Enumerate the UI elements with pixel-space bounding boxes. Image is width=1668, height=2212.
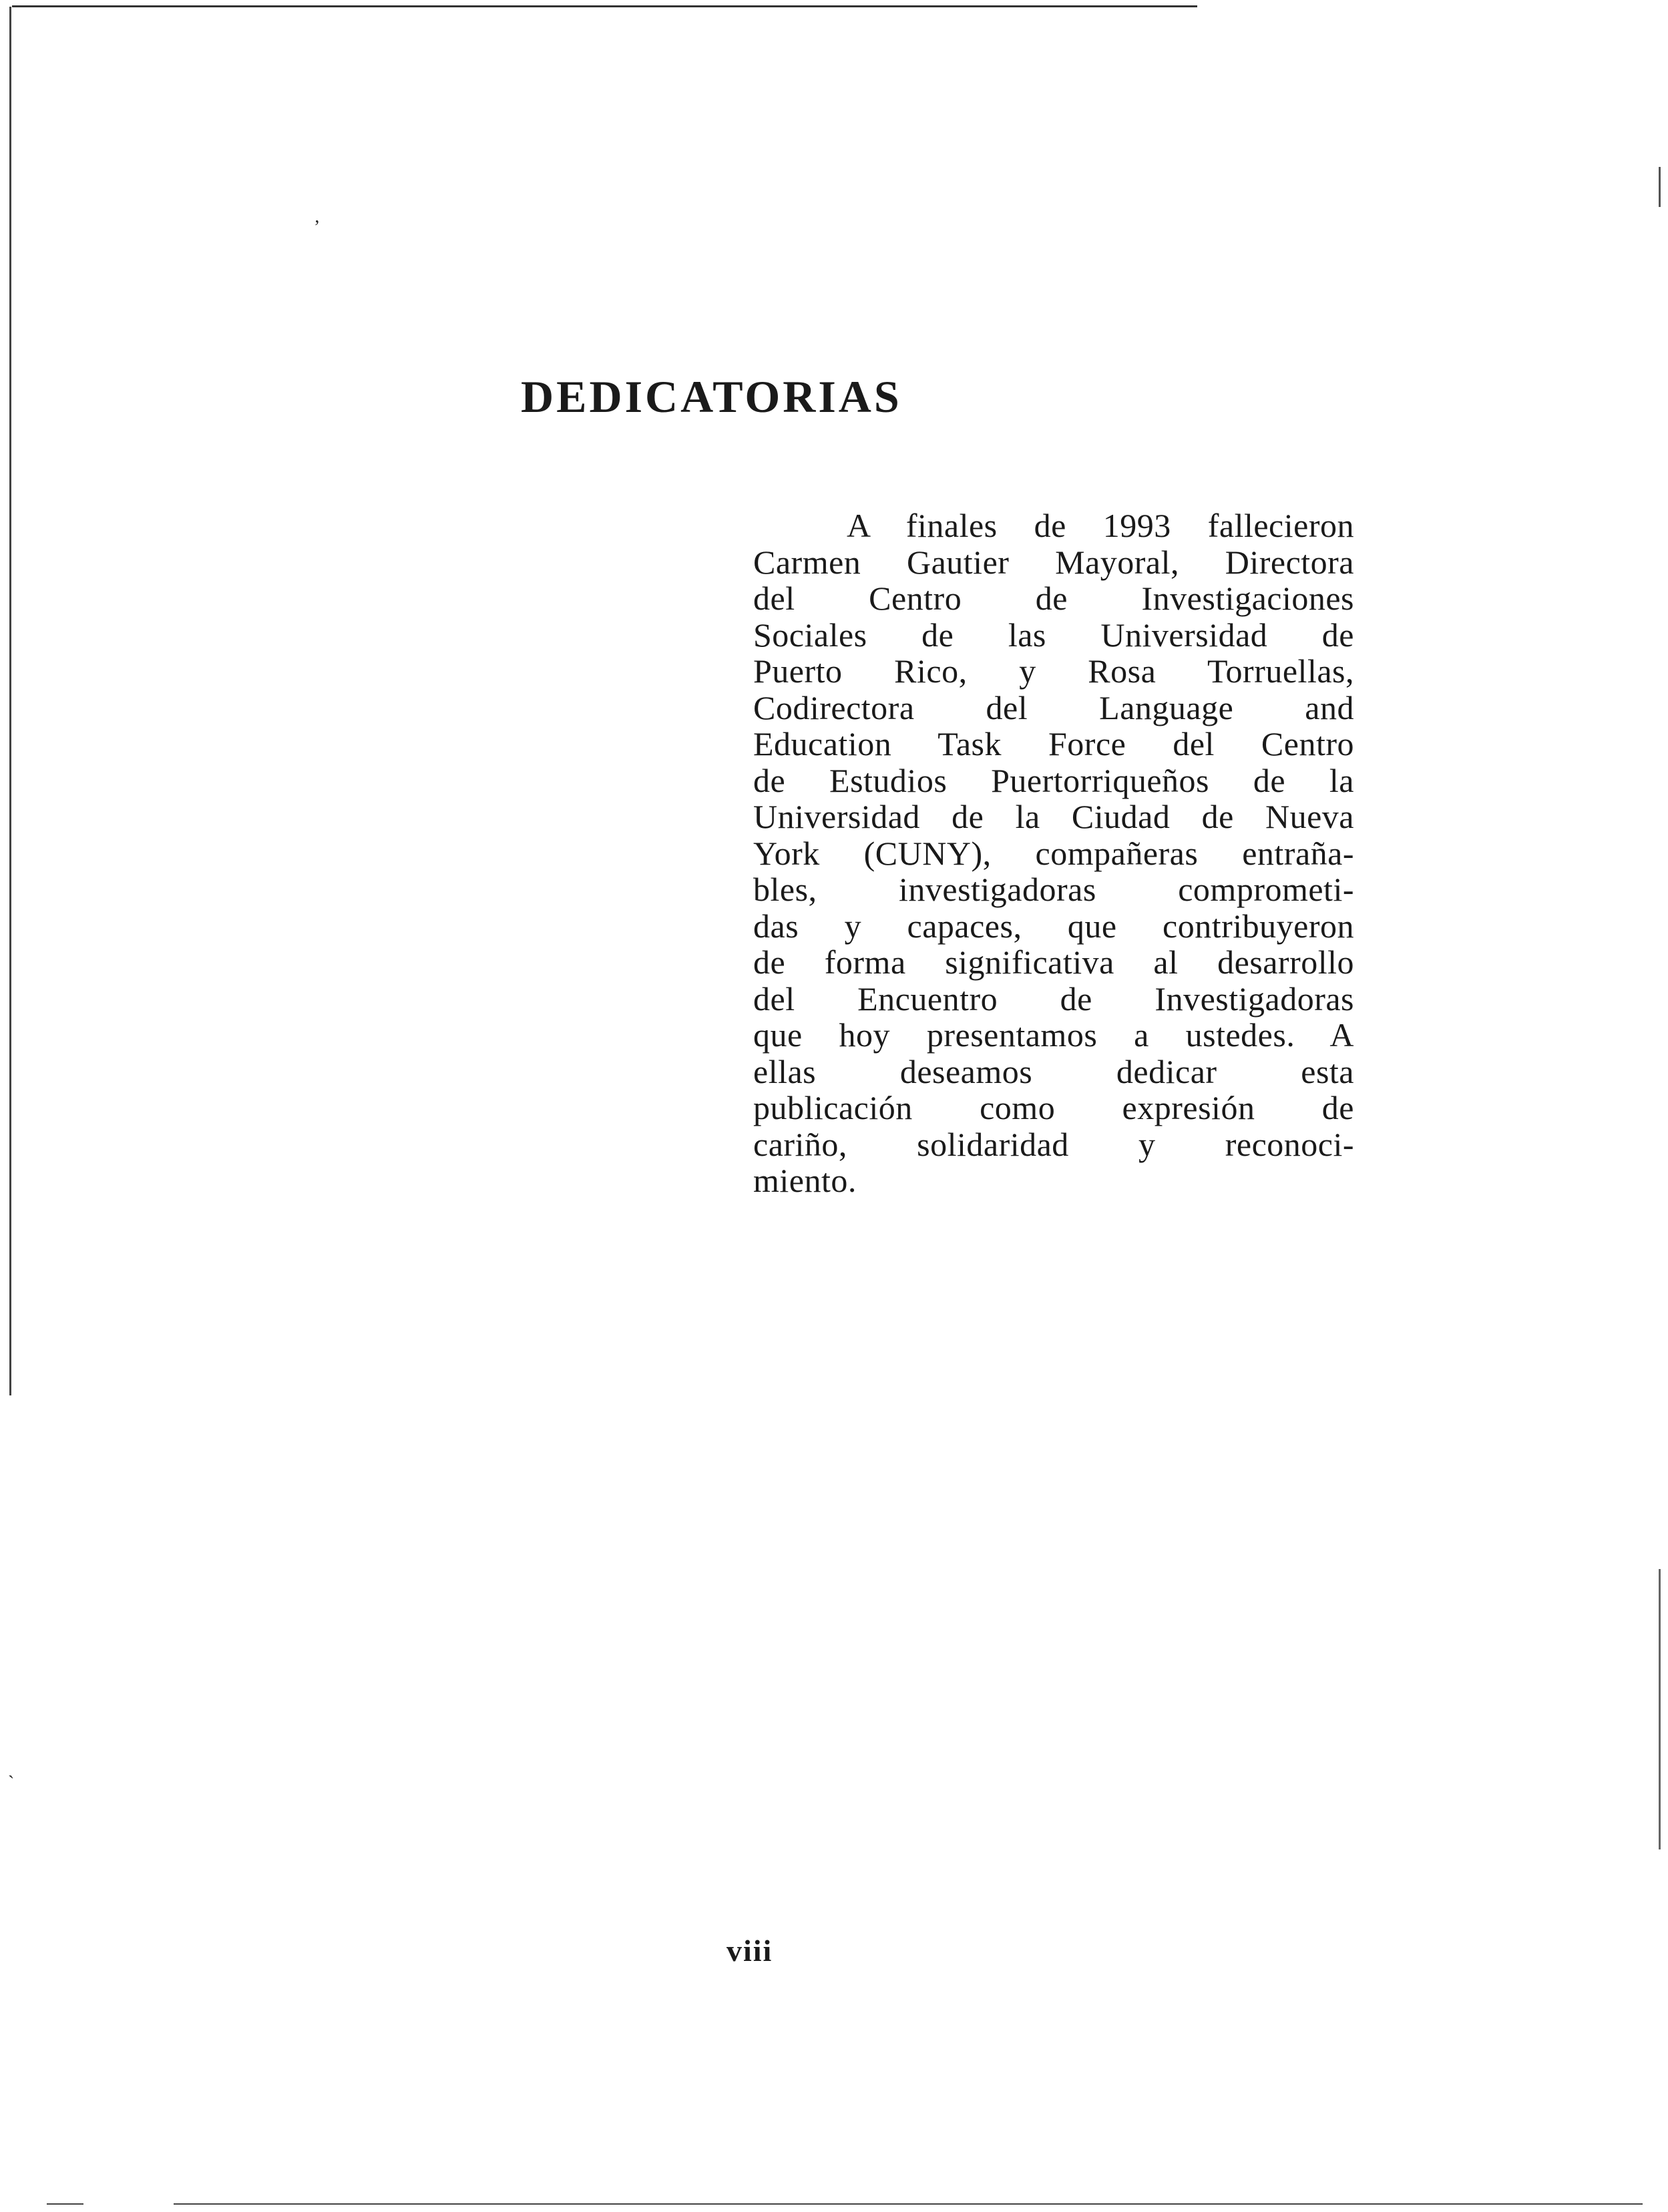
dedication-paragraph [753,507,1354,1199]
dedication-line: del Encuentro de Investigadoras [753,979,1354,1018]
dedication-line: das y capaces, que contribuyeron [753,907,1354,945]
page-number: viii [726,1934,773,1968]
scan-edge-right-mark [1659,167,1661,207]
dedication-line: de Estudios Puertorriqueños de la [753,761,1354,799]
scan-speck: ʼ [314,217,321,238]
dedication-line: que hoy presentamos a ustedes. A [753,1016,1354,1054]
scan-edge-bottom-left [47,2203,83,2205]
scan-edge-bottom [174,2203,1643,2205]
dedication-line: publicación como expresión de [753,1089,1354,1126]
dedication-line: Carmen Gautier Mayoral, Directora [753,543,1354,581]
dedication-line: de forma significativa al desarrollo [753,943,1354,981]
dedication-line: bles, investigadoras comprometi- [753,871,1354,908]
dedication-line: miento. [753,1162,857,1199]
scan-edge-right-mark-lower [1659,1569,1661,1849]
dedication-line: del Centro de Investigaciones [753,580,1354,617]
dedication-line: cariño, solidaridad y reconoci- [753,1125,1354,1163]
scan-edge-top [12,5,1197,7]
dedication-line: York (CUNY), compañeras entraña- [753,834,1354,872]
dedication-line: Codirectora del Language and [753,688,1354,726]
dedication-line: Sociales de las Universidad de [753,616,1354,654]
dedication-line: A finales de 1993 fallecieron [847,507,1354,544]
dedication-line: Puerto Rico, y Rosa Torruellas, [753,652,1354,690]
scan-edge-left [9,7,11,1395]
dedication-line: Education Task Force del Centro [753,725,1354,762]
dedication-line: ellas deseamos dedicar esta [753,1052,1354,1090]
page-title: DEDICATORIAS [521,371,902,422]
dedication-line: Universidad de la Ciudad de Nueva [753,798,1354,835]
scan-speck: ˋ [8,1773,15,1793]
